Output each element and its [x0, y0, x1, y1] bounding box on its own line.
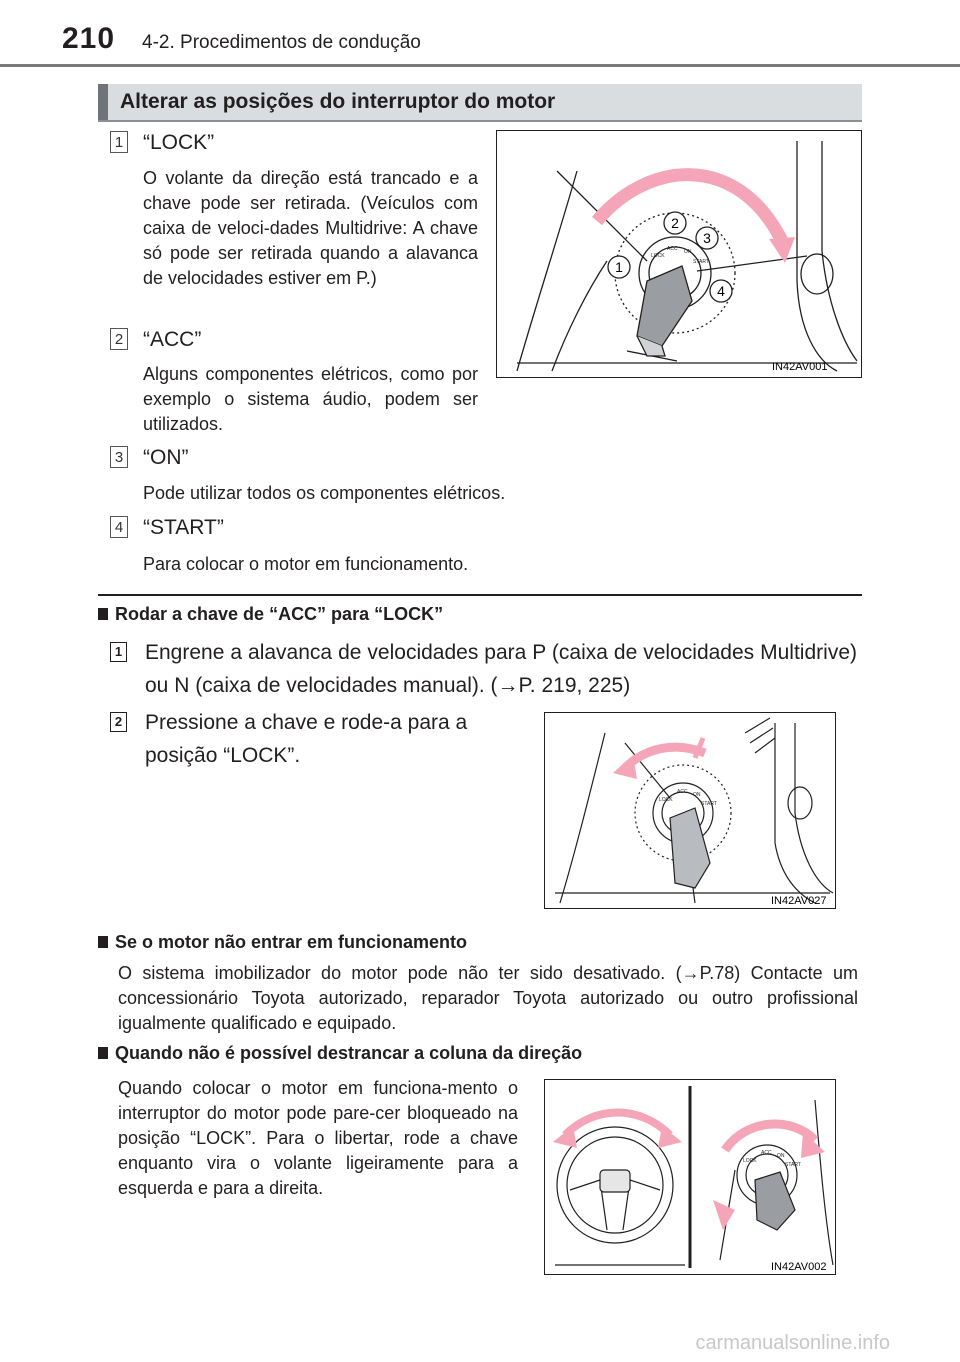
subheading-marker: [98, 936, 108, 948]
callout-3: 3: [703, 230, 711, 246]
steering-unlock-illustration: [545, 1080, 835, 1274]
switch-label-acc: ACC: [761, 1150, 772, 1156]
position-desc-lock: O volante da direção está trancado e a chave pode ser retirada. (Veículos com caixa de veloci-dades Multidrive: A chave só pode ser retirada quando a alavanca de velocidades estiver em P.): [143, 168, 478, 288]
figure-steering-unlock: [544, 1079, 836, 1275]
step-number-1: 1: [110, 642, 127, 662]
subheading-text: Quando não é possível destrancar a coluna da direção: [115, 1043, 583, 1063]
subheading-acc-to-lock: [98, 604, 443, 625]
position-term-on: “ON”: [143, 446, 189, 469]
callout-2: 2: [671, 215, 679, 231]
position-term-lock: “LOCK”: [143, 131, 215, 154]
step-number-2: 2: [110, 712, 127, 732]
subheading-marker: [98, 1047, 108, 1059]
switch-label-acc: ACC: [677, 789, 688, 795]
section-title: Alterar as posições do interruptor do motor: [120, 90, 556, 113]
figure-code: IN42AV002: [771, 1261, 827, 1273]
switch-label-on: ON: [693, 792, 701, 798]
position-term-acc: “ACC”: [143, 328, 202, 351]
engine-not-start-text: O sistema imobilizador do motor pode não ter sido desativado. (→P.78) Contacte um concessionário Toyota autorizado, reparador Toyota autorizado ou outro profissional igualmente qualificado e equipado.: [118, 963, 858, 1033]
subheading-marker: [98, 608, 108, 620]
key-rotate-illustration: [545, 713, 835, 908]
subheading-unlock-steering: [98, 1043, 582, 1064]
section-divider: [98, 594, 862, 596]
step-text-1: Engrene a alavanca de velocidades para P (caixa de velocidades Multidrive) ou N (caixa de velocidades manual). (→P. 219, 225): [145, 641, 857, 697]
step-text-2: Pressione a chave e rode-a para a posição “LOCK”.: [145, 711, 468, 767]
footer-watermark: carmanualsonline.info: [695, 1332, 890, 1354]
switch-label-lock: LOCK: [659, 797, 673, 803]
position-number-2: 2: [110, 328, 128, 350]
switch-label-acc: ACC: [667, 246, 678, 252]
position-number-3: 3: [110, 446, 128, 468]
position-desc-start: Para colocar o motor em funcionamento.: [143, 554, 469, 574]
figure-key-rotate-to-lock: [544, 712, 836, 909]
callout-1: 1: [615, 259, 623, 275]
position-desc-acc: Alguns componentes elétricos, como por exemplo o sistema áudio, podem ser utilizados.: [143, 364, 478, 434]
page-number: 210: [62, 22, 116, 55]
switch-label-on: ON: [684, 249, 692, 255]
chapter-title: 4-2. Procedimentos de condução: [142, 32, 421, 53]
switch-label-start: START: [701, 801, 717, 807]
subheading-text: Se o motor não entrar em funcionamento: [115, 932, 468, 952]
switch-label-on: ON: [777, 1153, 785, 1159]
switch-label-start: START: [693, 259, 709, 265]
switch-label-lock: LOCK: [743, 1158, 757, 1164]
position-term-start: “START”: [143, 516, 224, 539]
callout-4: 4: [717, 283, 725, 299]
section-tab-marker: [98, 84, 108, 120]
section-heading-bar: [98, 84, 862, 122]
figure-code: IN42AV001: [772, 361, 828, 373]
subheading-text: Rodar a chave de “ACC” para “LOCK”: [115, 604, 444, 624]
figure-code: IN42AV027: [771, 895, 827, 907]
unlock-steering-text: Quando colocar o motor em funciona-mento o interruptor do motor pode pare-cer bloqueado na posição “LOCK”. Para o libertar, rode a chave enquanto vira o volante ligeiramente para a esquerda e para a direita.: [118, 1078, 518, 1198]
header-rule: [0, 64, 960, 67]
position-number-1: 1: [110, 131, 128, 153]
position-number-4: 4: [110, 516, 128, 538]
ignition-illustration: [497, 131, 861, 377]
switch-label-start: START: [785, 1162, 801, 1168]
figure-ignition-switch-positions: [496, 130, 862, 378]
subheading-engine-not-start: [98, 932, 467, 953]
position-desc-on: Pode utilizar todos os componentes elétricos.: [143, 483, 506, 503]
switch-label-lock: LOCK: [651, 253, 665, 259]
